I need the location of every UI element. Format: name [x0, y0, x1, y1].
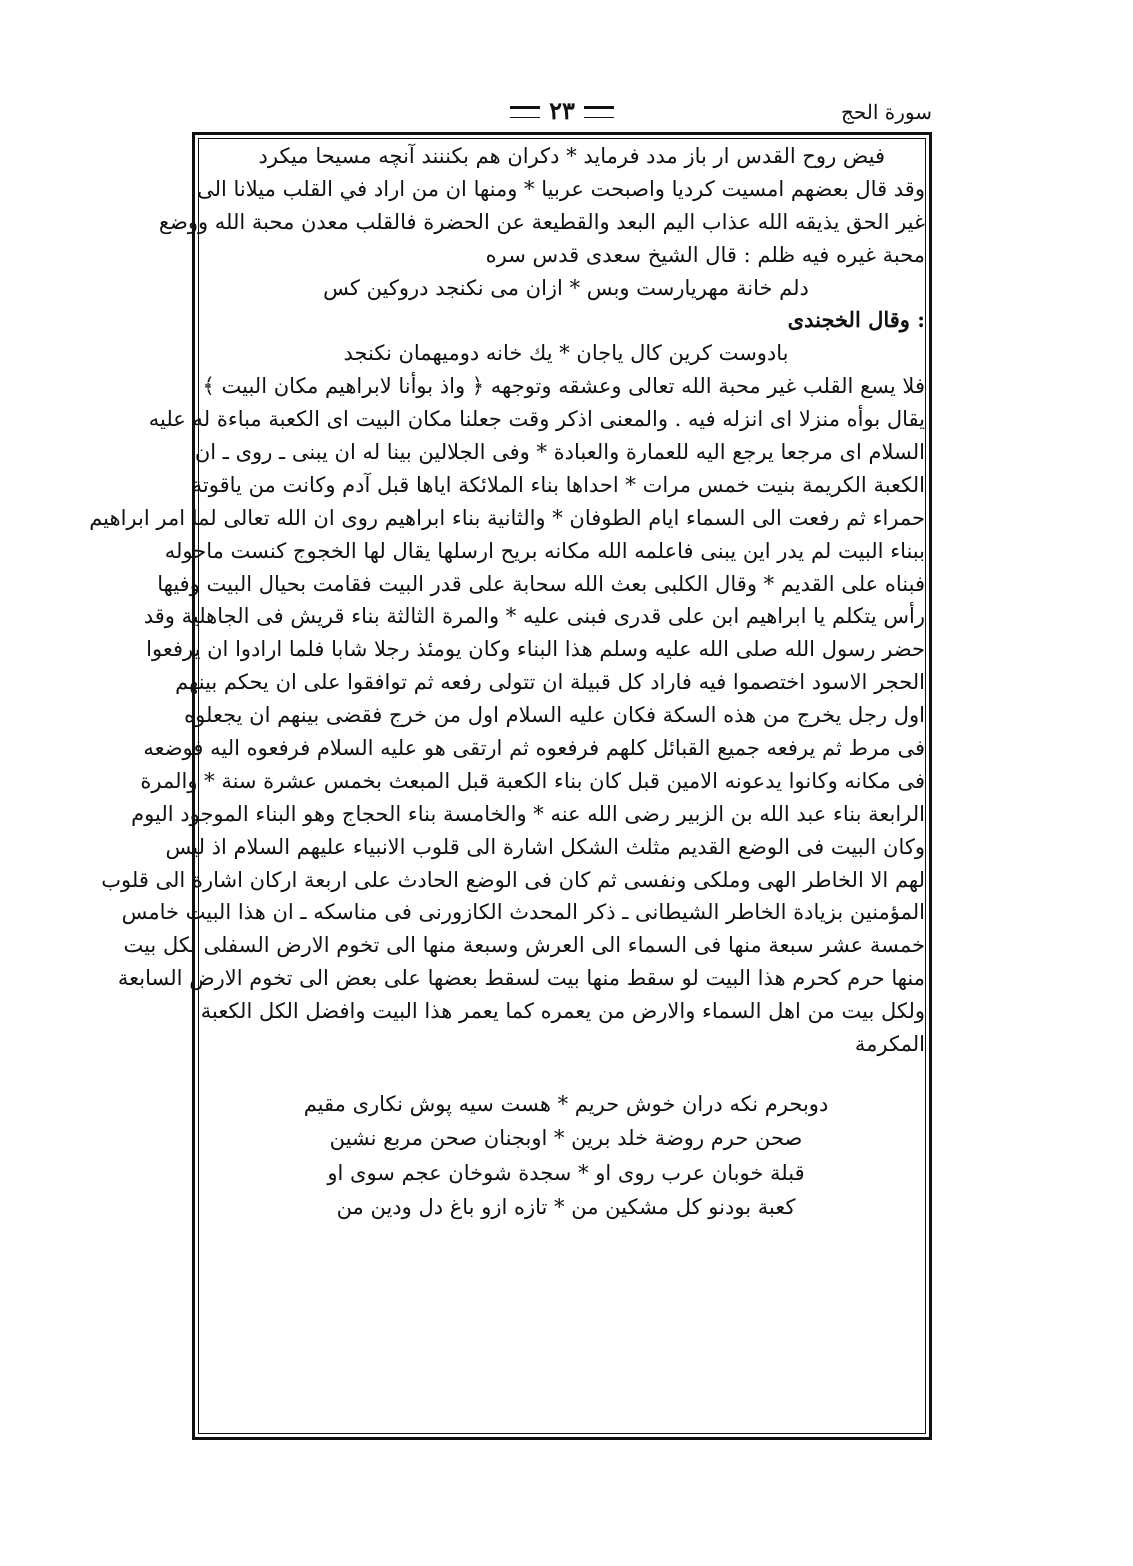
- text-line: لهم الا الخاطر الهى وملكى ونفسى ثم كان فى الوضع الحادث على اربعة اركان اشارة الى قلوب: [101, 867, 925, 892]
- text-line: الكعبة الكريمة بنيت خمس مرات * احداها بناء الملائكة اياها قبل آدم وكانت من ياقوتة: [191, 472, 925, 497]
- text-line: فبناه على القديم * وقال الكلبى بعث الله سحابة على قدر البيت فقامت بحيال البيت وفيها: [157, 571, 925, 596]
- poem-line: دوبحرم نكه دران خوش حريم * هست سيه پوش نكارى مقيم: [303, 1091, 829, 1116]
- page-body: [89, 140, 929, 1225]
- text-line: حضر رسول الله صلى الله عليه وسلم هذا البناء وكان يومئذ رجلا شابا فلما ارادوا ان يرفعوا: [146, 637, 925, 662]
- text-line: اول رجل يخرج من هذه السكة فكان عليه السلام اول من خرج فقضى بينهم ان يجعلوه: [184, 703, 925, 728]
- text-line: وقد قال بعضهم امسيت كرديا واصبحت عربيا * ومنها ان من اراد في القلب ميلانا الى: [197, 176, 925, 201]
- text-line: رأس يتكلم يا ابراهيم ابن على قدرى فبنى عليه * والمرة الثالثة بناء قريش فى الجاهلية وقد: [143, 604, 925, 629]
- text-line: فى مرط ثم يرفعه جميع القبائل كلهم فرفعوه ثم ارتقى هو عليه السلام فرفعوه اليه فوضعه: [143, 736, 925, 761]
- page-number: ٢٣: [549, 96, 575, 125]
- text-line: ببناء البيت لم يدر اين يبنى فاعلمه الله مكانه بريح ارسلها يقال لها الخجوج كنست ماحوله: [164, 538, 925, 563]
- text-line: فلا يسع القلب غير محبة الله تعالى وعشقه وتوجهه ﴿ واذ بوأنا لابراهيم مكان البيت ﴾: [202, 374, 925, 399]
- poem-line: قبلة خوبان عرب روى او * سجدة شوخان عجم سوى او: [327, 1160, 805, 1185]
- poem-line: صحن حرم روضة خلد برين * اوبجنان صحن مربع نشين: [329, 1126, 803, 1151]
- text-line: السلام اى مرجعا يرجع اليه للعمارة والعبادة * وفى الجلالين بينا له ان يبنى ـ روى ـ ان: [194, 440, 925, 465]
- text-line: يقال بوأه منزلا اى انزله فيه . والمعنى اذكر وقت جعلنا مكان البيت اى الكعبة مباءة له عليه: [148, 407, 925, 432]
- verse-line: بادوست كرين كال ياجان * يك خانه دوميهمان نكنجد: [343, 341, 789, 366]
- text-line: فى مكانه وكانوا يدعونه الامين قبل كان بناء الكعبة قبل المبعث بخمس عشرة سنة * والمرة: [140, 768, 925, 793]
- poem-line: كعبة بودنو كل مشكين من * تازه ازو باغ دل ودين من: [336, 1195, 796, 1220]
- poem-block: [203, 1087, 929, 1225]
- text-line: : وقال الخجندى: [787, 307, 925, 333]
- text-line: الرابعة بناء عبد الله بن الزبير رضى الله عنه * والخامسة بناء الحجاج وهو البناء الموجود اليوم: [131, 801, 925, 826]
- ornament-right: [584, 106, 614, 118]
- text-line: المؤمنين بزيادة الخاطر الشيطانى ـ ذكر المحدث الكازورنى فى مناسكه ـ ان هذا البيت خامس: [121, 900, 925, 925]
- verse-line: دلم خانة مهريارست وبس * ازان مى نكنجد دروكين كس: [323, 275, 809, 300]
- text-line: فيض روح القدس ار باز مدد فرمايد * دكران هم بكننند آنچه مسيحا ميكرد: [258, 144, 885, 168]
- text-line: محبة غيره فيه ظلم : قال الشيخ سعدى قدس سره: [485, 242, 925, 267]
- surah-name: سورة الحج: [840, 100, 932, 124]
- text-line: غير الحق يذيقه الله عذاب اليم البعد والقطيعة عن الحضرة فالقلب معدن محبة الله ووضع: [158, 209, 925, 234]
- page-header: [192, 96, 932, 130]
- text-line: وكان البيت فى الوضع القديم مثلث الشكل اشارة الى قلوب الانبياء عليهم السلام اذ ليس: [165, 834, 925, 859]
- text-line: حمراء ثم رفعت الى السماء ايام الطوفان * والثانية بناء ابراهيم روى ان الله تعالى لما امر ابراهيم: [89, 505, 925, 530]
- text-line: منها حرم كحرم هذا البيت لو سقط منها بيت لسقط بعضها على بعض الى تخوم الارض السابعة: [117, 966, 925, 991]
- text-line: ولكل بيت من اهل السماء والارض من يعمره كما يعمر هذا البيت وافضل الكل الكعبة: [200, 999, 925, 1024]
- text-line: خمسة عشر سبعة منها فى السماء الى العرش وسبعة منها الى تخوم الارض السفلى لكل بيت: [123, 933, 925, 958]
- text-line: الحجر الاسود اختصموا فيه فاراد كل قبيلة ان تتولى رفعه ثم توافقوا على ان يحكم بينهم: [175, 670, 925, 695]
- text-line: المكرمة: [854, 1032, 925, 1057]
